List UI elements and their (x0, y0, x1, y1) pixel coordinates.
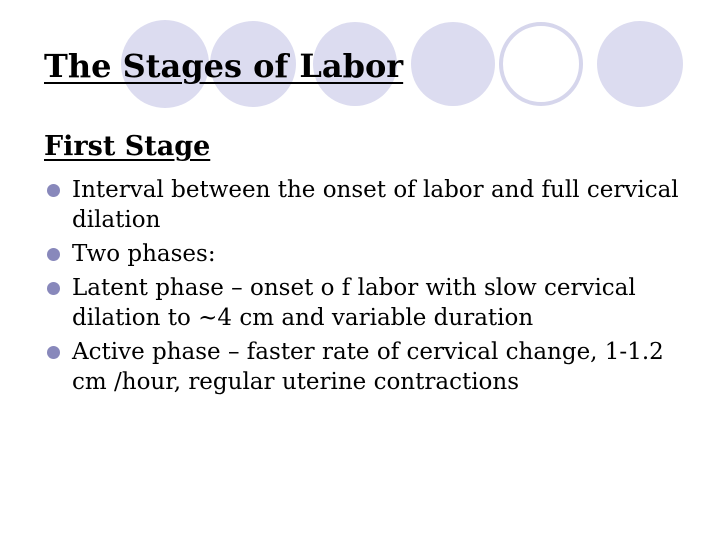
bullet-item (44, 239, 684, 269)
bullet-dot-icon (47, 248, 60, 261)
bullet-list (44, 175, 684, 401)
slide-title: The Stages of Labor (44, 47, 404, 85)
bullet-dot-icon (47, 282, 60, 295)
decor-circle-5 (597, 21, 683, 107)
bullet-text: Interval between the onset of labor and full cervical dilation (72, 177, 679, 233)
bullet-text: Two phases: (72, 241, 216, 267)
bullet-dot-icon (47, 184, 60, 197)
bullet-item (44, 175, 684, 235)
bullet-dot-icon (47, 346, 60, 359)
bullet-text: Active phase – faster rate of cervical change, 1-1.2 cm /hour, regular uterine contractions (72, 339, 664, 395)
bullet-item (44, 273, 684, 333)
decor-circle-4 (411, 22, 495, 106)
decor-ring (501, 24, 581, 104)
section-heading: First Stage (44, 131, 211, 162)
bullet-item (44, 337, 684, 397)
bullet-text: Latent phase – onset o f labor with slow cervical dilation to ~4 cm and variable duration (72, 275, 636, 331)
